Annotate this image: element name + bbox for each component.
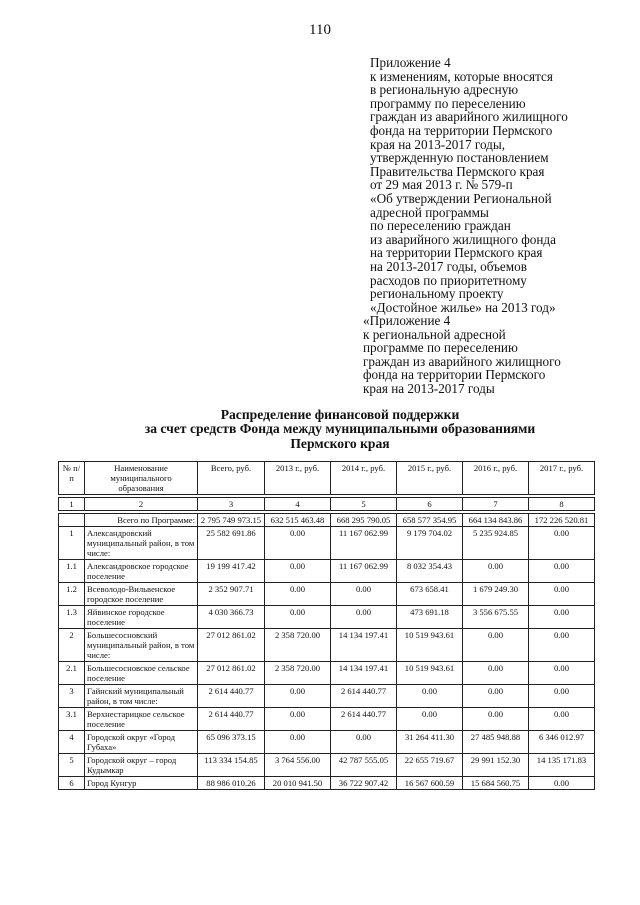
amount-cell: 0.00 [463,560,529,583]
table-row [59,708,595,731]
amount-cell: 0.00 [265,583,331,606]
annex-subheader [363,314,633,396]
table-row [59,583,595,606]
amount-cell: 0.00 [529,662,595,685]
row-name: Городской округ «Город Губаха» [85,731,198,754]
row-number: 3 [59,685,85,708]
amount-cell: 2 352 907.71 [198,583,265,606]
row-number: 2 [59,629,85,662]
col-header: № п/п [59,462,85,495]
row-number: 5 [59,754,85,777]
amount-cell: 0.00 [529,606,595,629]
amount-cell: 22 655 719.67 [397,754,463,777]
amount-cell: 172 226 520.81 [529,514,595,527]
amount-cell: 0.00 [463,685,529,708]
annex-line: в региональную адресную [370,82,519,98]
row-number: 1 [59,527,85,560]
amount-cell: 668 295 790.05 [331,514,397,527]
annex-line: на 2013-2017 годы, объемов [370,258,527,274]
amount-cell: 0.00 [397,685,463,708]
amount-cell: 14 134 197.41 [331,629,397,662]
amount-cell: 36 722 907.42 [331,777,397,790]
amount-cell: 3 764 556.00 [265,754,331,777]
amount-cell: 632 515 463.48 [265,514,331,527]
table-row [59,731,595,754]
row-name: Гайнский муниципальный район, в том числе: [85,685,198,708]
row-number: 1.3 [59,606,85,629]
col-number: 4 [265,498,331,511]
amount-cell: 658 577 354.95 [397,514,463,527]
annex-line: «Об утверждении Региональной [370,190,552,206]
amount-cell: 2 614 440.77 [198,685,265,708]
annex-line: утвержденную постановлением [370,150,549,166]
amount-cell: 473 691.18 [397,606,463,629]
amount-cell: 0.00 [529,527,595,560]
document-title [90,408,590,451]
amount-cell: 673 658.41 [397,583,463,606]
annex-line: программе по переселению [363,340,518,356]
amount-cell: 3 556 675.55 [463,606,529,629]
financial-table [58,461,595,790]
row-name: Всего по Программе: [85,514,198,527]
amount-cell: 113 334 154.85 [198,754,265,777]
annex-line: Правительства Пермского края [370,163,545,179]
amount-cell: 0.00 [397,708,463,731]
col-header: 2013 г., руб. [265,462,331,495]
amount-cell: 19 199 417.42 [198,560,265,583]
row-name: Всеволодо-Вильвенское городское поселение [85,583,198,606]
title-line: Пермского края [290,435,390,451]
amount-cell: 2 614 440.77 [198,708,265,731]
annex-line: фонда на территории Пермского [370,122,553,138]
row-number: 1.2 [59,583,85,606]
table-row [59,754,595,777]
amount-cell: 27 012 861.02 [198,662,265,685]
annex-line: программу по переселению [370,95,526,111]
table-row [59,527,595,560]
amount-cell: 2 358 720.00 [265,662,331,685]
amount-cell: 0.00 [265,560,331,583]
amount-cell: 1 679 249.30 [463,583,529,606]
col-number: 6 [397,498,463,511]
amount-cell: 0.00 [529,685,595,708]
annex-line: на территории Пермского края [370,245,543,261]
col-header: Всего, руб. [198,462,265,495]
amount-cell: 65 096 373.15 [198,731,265,754]
amount-cell: 664 134 843.86 [463,514,529,527]
page-number: 110 [309,22,331,38]
row-number: 6 [59,777,85,790]
amount-cell: 6 346 012.97 [529,731,595,754]
amount-cell: 88 986 010.26 [198,777,265,790]
col-number: 5 [331,498,397,511]
col-header: 2017 г., руб. [529,462,595,495]
amount-cell: 0.00 [331,606,397,629]
amount-cell: 5 235 924.85 [463,527,529,560]
annex-line: граждан из аварийного жилищного [370,109,568,125]
amount-cell: 0.00 [463,708,529,731]
amount-cell: 0.00 [265,606,331,629]
col-number: 3 [198,498,265,511]
col-number: 2 [85,498,198,511]
amount-cell: 14 135 171.83 [529,754,595,777]
annex-line: адресной программы [370,204,489,220]
amount-cell: 0.00 [529,560,595,583]
amount-cell: 2 614 440.77 [331,685,397,708]
table-row [59,606,595,629]
annex-line: к изменениям, которые вносятся [370,68,553,84]
row-name: Большесосновское сельское поселение [85,662,198,685]
amount-cell: 0.00 [331,731,397,754]
row-name: Верхнестарицкое сельское поселение [85,708,198,731]
annex-line: «Достойное жилье» на 2013 год» [370,299,556,315]
title-line: за счет средств Фонда между муниципальными образованиями [144,421,536,437]
row-number: 4 [59,731,85,754]
amount-cell: 0.00 [529,777,595,790]
amount-cell: 10 519 943.61 [397,662,463,685]
amount-cell: 10 519 943.61 [397,629,463,662]
amount-cell: 0.00 [463,662,529,685]
row-name: Город Кунгур [85,777,198,790]
amount-cell: 15 684 560.75 [463,777,529,790]
table-row [59,560,595,583]
amount-cell: 2 614 440.77 [331,708,397,731]
amount-cell: 11 167 062.99 [331,527,397,560]
row-name: Городской округ – город Кудымкар [85,754,198,777]
amount-cell: 11 167 062.99 [331,560,397,583]
annex-line: расходов по приоритетному [370,272,527,288]
row-number: 3.1 [59,708,85,731]
annex-line: по переселению граждан [370,218,511,234]
amount-cell: 0.00 [265,731,331,754]
table-row [59,662,595,685]
amount-cell: 31 264 411.30 [397,731,463,754]
row-number: 1.1 [59,560,85,583]
amount-cell: 0.00 [529,583,595,606]
amount-cell: 42 787 555.05 [331,754,397,777]
title-line: Распределение финансовой поддержки [220,407,460,422]
annex-line: региональному проекту [370,286,504,302]
amount-cell: 0.00 [463,629,529,662]
amount-cell: 2 795 749 973.15 [198,514,265,527]
row-name: Большесосновский муниципальный район, в том числе: [85,629,198,662]
amount-cell: 20 010 941.50 [265,777,331,790]
table-row [59,685,595,708]
amount-cell: 9 179 704.02 [397,527,463,560]
col-header: 2014 г., руб. [331,462,397,495]
amount-cell: 0.00 [529,708,595,731]
row-name: Александровское городское поселение [85,560,198,583]
annex-line: фонда на территории Пермского [363,367,546,383]
amount-cell: 0.00 [529,629,595,662]
col-number: 8 [529,498,595,511]
row-number [59,514,85,527]
annex-header [370,56,632,314]
amount-cell: 2 358 720.00 [265,629,331,662]
annex-line: от 29 мая 2013 г. № 579-п [370,177,513,193]
annex-line: Приложение 4 [370,55,451,70]
annex-line: к региональной адресной [363,326,506,342]
annex-line: граждан из аварийного жилищного [363,353,561,369]
annex-line: «Приложение 4 [363,313,451,328]
amount-cell: 29 991 152.30 [463,754,529,777]
annex-line: из аварийного жилищного фонда [370,231,556,247]
row-name: Яйвинское городское поселение [85,606,198,629]
row-name: Александровский муниципальный район, в том числе: [85,527,198,560]
amount-cell: 16 567 600.59 [397,777,463,790]
col-header: Наименование муниципального образования [85,462,198,495]
col-header: 2016 г., руб. [463,462,529,495]
col-header: 2015 г., руб. [397,462,463,495]
amount-cell: 0.00 [265,527,331,560]
column-number-row [59,498,595,511]
table-row [59,514,595,527]
amount-cell: 14 134 197.41 [331,662,397,685]
amount-cell: 4 030 366.73 [198,606,265,629]
col-number: 7 [463,498,529,511]
col-number: 1 [59,498,85,511]
annex-line: края на 2013-2017 годы, [370,136,506,152]
table-header-row [59,462,595,495]
amount-cell: 8 032 354.43 [397,560,463,583]
amount-cell: 25 582 691.86 [198,527,265,560]
amount-cell: 0.00 [265,685,331,708]
annex-line: края на 2013-2017 годы [363,380,495,396]
amount-cell: 0.00 [265,708,331,731]
table-row [59,629,595,662]
table-row [59,777,595,790]
row-number: 2.1 [59,662,85,685]
amount-cell: 27 485 948.88 [463,731,529,754]
amount-cell: 27 012 861.02 [198,629,265,662]
amount-cell: 0.00 [331,583,397,606]
